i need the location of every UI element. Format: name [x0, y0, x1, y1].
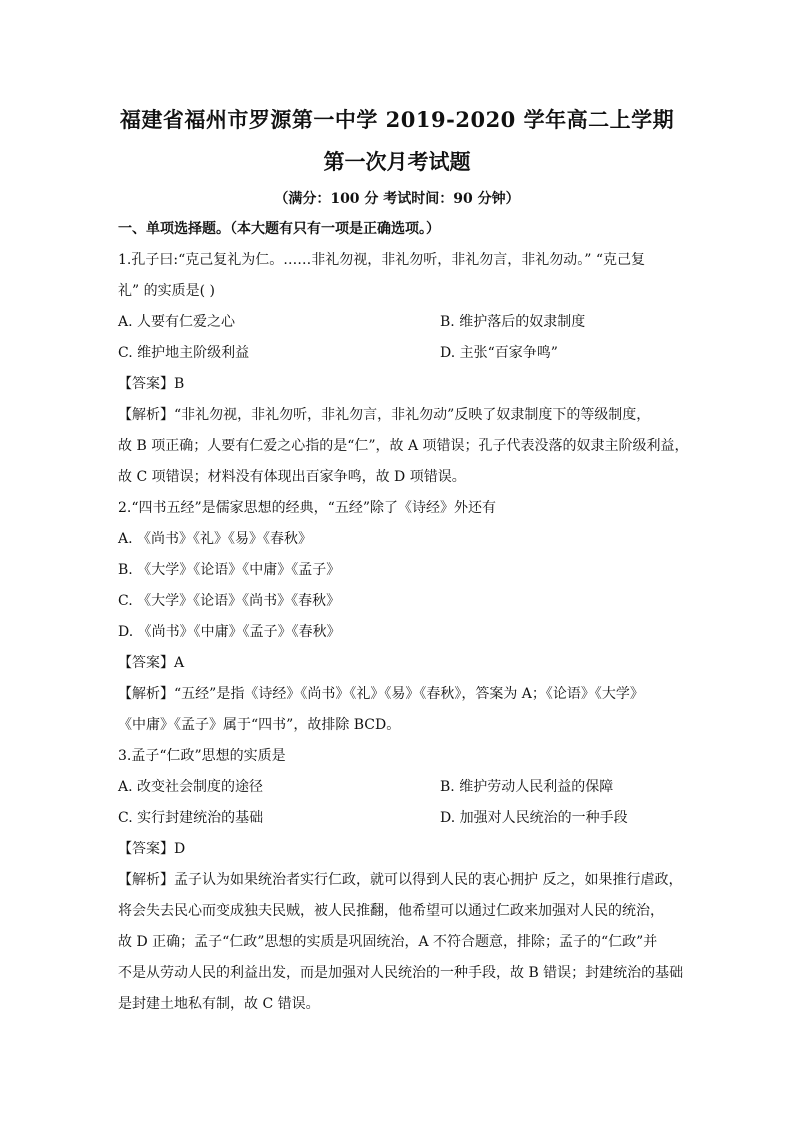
- q3-explanation-line5: 是封建土地私有制，故 C 错误。: [118, 996, 320, 1012]
- q1-option-d: D. 主张“百家争鸣”: [440, 345, 558, 361]
- q1-explanation-line2: 故 B 项正确；人要有仁爱之心指的是“仁”，故 A 项错误；孔子代表没落的奴隶主阶级利益，: [118, 438, 689, 454]
- page-subtitle: 第一次月考试题: [323, 149, 471, 174]
- q3-explanation-line4: 不是从劳动人民的利益出发，而是加强对人民统治的一种手段，故 B 错误；封建统治的基础: [118, 965, 684, 981]
- q2-stem-line1: 2.“四书五经”是儒家思想的经典，“五经”除了《诗经》外还有: [118, 500, 496, 516]
- q3-explanation-line3: 故 D 正确；孟子“仁政”思想的实质是巩固统治，A 不符合题意，排除；孟子的“仁政”并: [118, 934, 658, 950]
- q1-option-a: A. 人要有仁爱之心: [118, 314, 236, 330]
- q3-option-d: D. 加强对人民统治的一种手段: [440, 810, 628, 826]
- q2-option-c: C. 《大学》《论语》《尚书》《春秋》: [118, 593, 341, 609]
- q3-option-b: B. 维护劳动人民利益的保障: [440, 779, 614, 795]
- q3-explanation-line1: 【解析】孟子认为如果统治者实行仁政，就可以得到人民的衷心拥护 反之，如果推行虐政，: [118, 872, 683, 888]
- q3-option-a: A. 改变社会制度的途径: [118, 779, 264, 795]
- q1-stem-line1: 1.孔子曰:“克己复礼为仁。……非礼勿视，非礼勿听，非礼勿言，非礼勿动。” “克己复: [118, 252, 645, 268]
- q3-answer: 【答案】D: [118, 841, 186, 857]
- q2-option-b: B. 《大学》《论语》《中庸》《孟子》: [118, 562, 341, 578]
- q1-stem-line2: 礼” 的实质是( ): [118, 283, 215, 299]
- q2-explanation-line1: 【解析】“五经”是指《诗经》《尚书》《礼》《易》《春秋》，答案为 A；《论语》《大学》: [118, 686, 644, 702]
- q3-option-c: C. 实行封建统治的基础: [118, 810, 264, 826]
- q3-explanation-line2: 将会失去民心而变成独夫民贼，被人民推翻，他希望可以通过仁政来加强对人民的统治，: [118, 903, 664, 919]
- q2-option-d: D. 《尚书》《中庸》《孟子》《春秋》: [118, 624, 341, 640]
- q1-explanation-line3: 故 C 项错误；材料没有体现出百家争鸣，故 D 项错误。: [118, 469, 466, 485]
- q2-option-a: A. 《尚书》《礼》《易》《春秋》: [118, 531, 313, 547]
- q1-explanation-line1: 【解析】“非礼勿视，非礼勿听，非礼勿言，非礼勿动”反映了奴隶制度下的等级制度，: [118, 407, 651, 423]
- page-title: 福建省福州市罗源第一中学 2019-2020 学年高二上学期: [119, 107, 675, 132]
- q1-option-b: B. 维护落后的奴隶制度: [440, 314, 586, 330]
- q1-answer: 【答案】B: [118, 376, 185, 392]
- q2-explanation-line2: 《中庸》《孟子》属于“四书”，故排除 BCD。: [118, 717, 401, 733]
- q3-stem-line1: 3.孟子“仁政”思想的实质是: [118, 748, 286, 764]
- section-heading: 一、单项选择题。（本大题有只有一项是正确选项。）: [118, 221, 440, 237]
- q2-answer: 【答案】A: [118, 655, 185, 671]
- exam-meta: （满分：100 分 考试时间：90 分钟）: [274, 191, 520, 207]
- q1-option-c: C. 维护地主阶级利益: [118, 345, 250, 361]
